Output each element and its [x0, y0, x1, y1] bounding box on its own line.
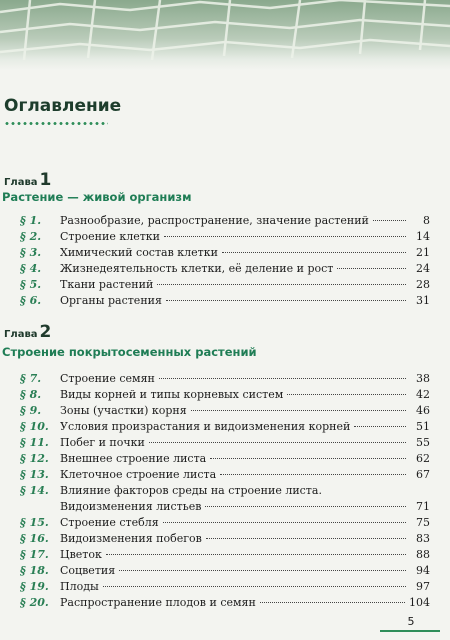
section-title: Жизнедеятельность клетки, её деление и рост	[60, 262, 334, 275]
section-title: Ткани растений	[60, 278, 154, 291]
section-page: 94	[416, 564, 430, 577]
section-title: Условия произрастания и видоизменения корней	[60, 420, 351, 433]
section-title: Виды корней и типы корневых систем	[60, 388, 284, 401]
section-number: § 11.	[20, 436, 49, 449]
section-title: Видоизменения побегов	[60, 532, 202, 545]
toc-entry[interactable]	[20, 531, 430, 547]
chapter-label	[4, 170, 51, 190]
toc-entry[interactable]	[20, 483, 430, 515]
chapter-title: Растение — живой организм	[2, 190, 192, 204]
toc-entry[interactable]	[20, 293, 430, 309]
section-page: 8	[423, 214, 430, 227]
dot-leader	[163, 522, 406, 523]
toc-entry[interactable]	[20, 403, 430, 419]
section-page: 97	[416, 580, 430, 593]
chapter-number: 2	[39, 322, 52, 342]
section-number: § 6.	[20, 294, 42, 307]
section-number: § 12.	[20, 452, 49, 465]
section-number: § 7.	[20, 372, 42, 385]
section-title: Распространение плодов и семян	[60, 596, 256, 609]
section-number: § 10.	[20, 420, 49, 433]
section-number: § 15.	[20, 516, 49, 529]
toc-entry[interactable]	[20, 547, 430, 563]
chapter-label	[4, 322, 51, 342]
toc-entry[interactable]	[20, 451, 430, 467]
chapter-2-section-list	[20, 371, 430, 611]
section-page: 104	[409, 596, 430, 609]
cell-pattern-image	[0, 0, 450, 70]
section-title: Цветок	[60, 548, 102, 561]
section-page: 31	[416, 294, 430, 307]
section-title: Строение стебля	[60, 516, 159, 529]
leaf-cells-banner	[0, 0, 450, 70]
section-title: Внешнее строение листа	[60, 452, 207, 465]
page-number: 5	[407, 615, 415, 628]
dot-leader	[106, 554, 406, 555]
section-title: Клеточное строение листа	[60, 468, 217, 481]
section-page: 67	[416, 468, 430, 481]
dot-leader	[166, 300, 406, 301]
section-number: § 20.	[20, 596, 49, 609]
section-number: § 4.	[20, 262, 42, 275]
section-page: 28	[416, 278, 430, 291]
section-number: § 13.	[20, 468, 49, 481]
section-title: Влияние факторов среды на строение листа.	[60, 484, 322, 497]
toc-entry[interactable]	[20, 245, 430, 261]
dot-leader	[191, 410, 406, 411]
section-number: § 18.	[20, 564, 49, 577]
dot-leader	[354, 426, 406, 427]
dot-leader	[220, 474, 406, 475]
dot-leader	[373, 220, 406, 221]
section-page: 88	[416, 548, 430, 561]
chapter-number: 1	[39, 170, 52, 190]
toc-entry[interactable]	[20, 595, 430, 611]
section-number: § 8.	[20, 388, 42, 401]
dot-leader	[159, 378, 406, 379]
section-page: 14	[416, 230, 430, 243]
section-page: 62	[416, 452, 430, 465]
dot-leader	[103, 586, 406, 587]
section-page: 24	[416, 262, 430, 275]
section-title: Соцветия	[60, 564, 116, 577]
section-number: § 9.	[20, 404, 42, 417]
dot-leader	[337, 268, 406, 269]
toc-entry[interactable]	[20, 277, 430, 293]
toc-entry[interactable]	[20, 435, 430, 451]
section-page: 75	[416, 516, 430, 529]
section-page: 55	[416, 436, 430, 449]
section-title: Строение семян	[60, 372, 155, 385]
dot-leader	[205, 506, 406, 507]
dot-leader	[119, 570, 406, 571]
chapter-word: Глава	[4, 177, 38, 188]
section-title: Побег и почки	[60, 436, 145, 449]
section-title: Разнообразие, распространение, значение растений	[60, 214, 369, 227]
toc-entry[interactable]	[20, 419, 430, 435]
toc-entry[interactable]	[20, 213, 430, 229]
section-page: 21	[416, 246, 430, 259]
chapter-title: Строение покрытосеменных растений	[2, 345, 257, 359]
toc-entry[interactable]	[20, 387, 430, 403]
section-number: § 2.	[20, 230, 42, 243]
section-page: 42	[416, 388, 430, 401]
section-title-continued: Видоизменения листьев	[60, 500, 202, 513]
toc-entry[interactable]	[20, 229, 430, 245]
toc-entry[interactable]	[20, 515, 430, 531]
section-number: § 3.	[20, 246, 42, 259]
section-number: § 14.	[20, 484, 49, 497]
dot-leader	[157, 284, 406, 285]
dot-leader	[206, 538, 406, 539]
page-number-underline	[380, 630, 440, 632]
section-number: § 5.	[20, 278, 42, 291]
chapter-1-section-list	[20, 213, 430, 309]
toc-heading: Оглавление	[4, 96, 122, 116]
section-page: 51	[416, 420, 430, 433]
toc-entry[interactable]	[20, 371, 430, 387]
toc-entry[interactable]	[20, 563, 430, 579]
section-number: § 16.	[20, 532, 49, 545]
toc-entry[interactable]	[20, 261, 430, 277]
section-number: § 1.	[20, 214, 42, 227]
dot-leader	[287, 394, 406, 395]
toc-entry[interactable]	[20, 579, 430, 595]
section-number: § 17.	[20, 548, 49, 561]
section-title: Химический состав клетки	[60, 246, 218, 259]
dotted-divider	[4, 121, 108, 126]
section-title: Органы растения	[60, 294, 162, 307]
section-title: Плоды	[60, 580, 99, 593]
section-title: Зоны (участки) корня	[60, 404, 187, 417]
dot-leader	[149, 442, 406, 443]
dot-leader	[260, 602, 405, 603]
section-title: Строение клетки	[60, 230, 161, 243]
section-page: 83	[416, 532, 430, 545]
section-page: 38	[416, 372, 430, 385]
section-page: 71	[416, 500, 430, 513]
dot-leader	[164, 236, 406, 237]
dot-leader	[222, 252, 406, 253]
section-page: 46	[416, 404, 430, 417]
toc-entry[interactable]	[20, 467, 430, 483]
chapter-word: Глава	[4, 329, 38, 340]
section-number: § 19.	[20, 580, 49, 593]
dot-leader	[210, 458, 406, 459]
